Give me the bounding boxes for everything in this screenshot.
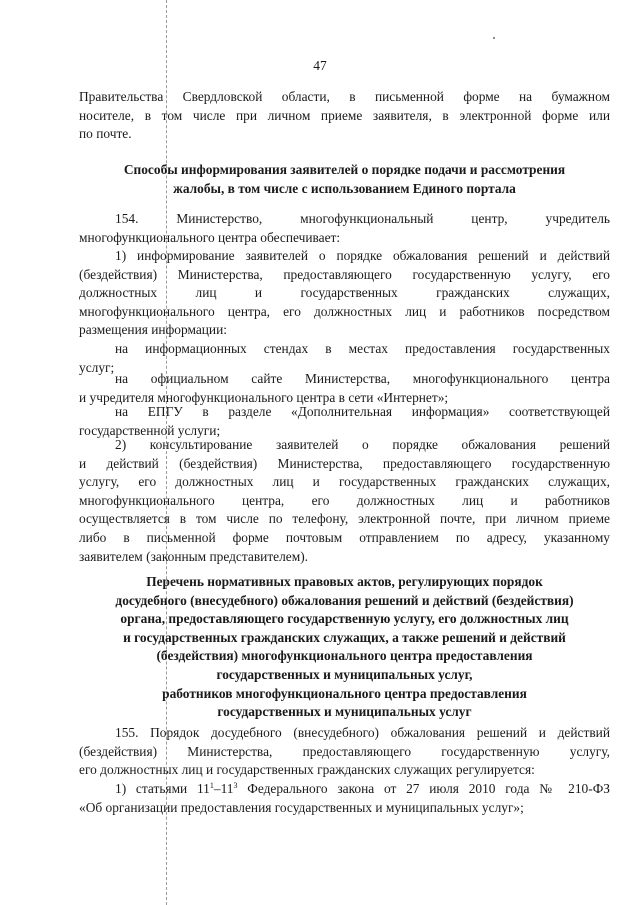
text-line: 1) информирование заявителей о порядке обжалования решений и действий bbox=[115, 248, 610, 263]
paragraph-155 bbox=[79, 724, 610, 780]
heading-line: государственных и муниципальных услуг, bbox=[216, 666, 473, 682]
text-line: на официальном сайте Министерства, многофункционального центра bbox=[115, 371, 610, 386]
text-line: осуществляется в том числе по телефону, электронной почте, при личном приеме bbox=[79, 511, 610, 527]
heading-line: Способы информирования заявителей о порядке подачи и рассмотрения bbox=[123, 162, 566, 177]
section-heading bbox=[79, 161, 610, 198]
heading-line: жалобы, в том числе с использованием Единого портала bbox=[173, 180, 516, 196]
heading-line: государственных и муниципальных услуг bbox=[217, 704, 472, 720]
text-line: (бездействия) Министерства, предоставляющего государственную услугу, bbox=[79, 743, 610, 759]
list-item-2 bbox=[79, 436, 610, 566]
text-line: по почте. bbox=[79, 126, 132, 142]
text-line: заявителем (законным представителем). bbox=[79, 548, 309, 564]
text-line: многофункционального центра обеспечивает: bbox=[79, 229, 341, 245]
text-line: и учредителя многофункционального центра в сети «Интернет»; bbox=[79, 389, 449, 405]
heading-line: работников многофункционального центра предоставления bbox=[162, 685, 527, 701]
text-run: Федерального закона от 27 июля 2010 года № 210-ФЗ bbox=[237, 781, 610, 796]
text-line: государственной услуги; bbox=[79, 422, 221, 438]
text-line: услуг; bbox=[79, 359, 115, 375]
text-run: 1) статьями 11 bbox=[115, 781, 210, 796]
paragraph-154 bbox=[79, 210, 610, 247]
list-subitem-epgu bbox=[79, 403, 610, 440]
text-line: на информационных стендах в местах предоставления государственных bbox=[115, 341, 610, 356]
text-line: Правительства Свердловской области, в письменной форме на бумажном bbox=[79, 89, 610, 104]
list-item-155-1 bbox=[79, 780, 610, 817]
text-run: –11 bbox=[213, 781, 234, 796]
text-line: его должностных лиц и государственных гражданских служащих регулируется: bbox=[79, 762, 535, 778]
heading-line: Перечень нормативных правовых актов, регулирующих порядок bbox=[146, 574, 543, 589]
list-subitem-site bbox=[79, 370, 610, 407]
heading-line: органа, предоставляющего государственную услугу, его должностных лиц bbox=[120, 611, 569, 627]
heading-line: и государственных гражданских служащих, а также решений и действий bbox=[123, 629, 566, 645]
superscript: 3 bbox=[233, 781, 238, 790]
heading-line: (бездействия) многофункционального центра предоставления bbox=[156, 648, 533, 664]
text-line: либо в письменной форме почтовым отправлением по адресу, указанному bbox=[79, 529, 610, 545]
text-line: носителе, в том числе при личном приеме заявителя, в электронной форме или bbox=[79, 107, 610, 123]
text-line: размещения информации: bbox=[79, 322, 227, 338]
text-line: 2) консультирование заявителей о порядке обжалования решений bbox=[115, 437, 610, 452]
text-line bbox=[79, 780, 610, 799]
text-line: многофункционального центра, его должностных лиц и работников посредством bbox=[79, 303, 610, 319]
text-line: и действий (бездействия) Министерства, предоставляющего государственную bbox=[79, 455, 610, 471]
text-line: на ЕПГУ в разделе «Дополнительная информация» соответствующей bbox=[115, 404, 610, 419]
superscript: 1 bbox=[209, 781, 214, 790]
text-line: (бездействия) Министерства, предоставляющего государственную услугу, его bbox=[79, 266, 610, 282]
scan-speck bbox=[493, 37, 495, 39]
text-line: многофункционального центра, его должностных лиц и работников bbox=[79, 492, 610, 508]
heading-line: досудебного (внесудебного) обжалования решений и действий (бездействия) bbox=[115, 592, 574, 608]
text-line: услугу, его должностных лиц и государственных гражданских служащих, bbox=[79, 474, 610, 490]
list-item-1 bbox=[79, 247, 610, 340]
text-line: 154. Министерство, многофункциональный центр, учредитель bbox=[115, 211, 610, 226]
text-line: «Об организации предоставления государственных и муниципальных услуг»; bbox=[79, 799, 524, 815]
intro-paragraph bbox=[79, 88, 610, 144]
text-line: 155. Порядок досудебного (внесудебного) обжалования решений и действий bbox=[115, 725, 610, 740]
section-heading bbox=[79, 573, 610, 722]
text-line: должностных лиц и государственных гражданских служащих, bbox=[79, 285, 610, 301]
page-number: 47 bbox=[313, 58, 327, 73]
